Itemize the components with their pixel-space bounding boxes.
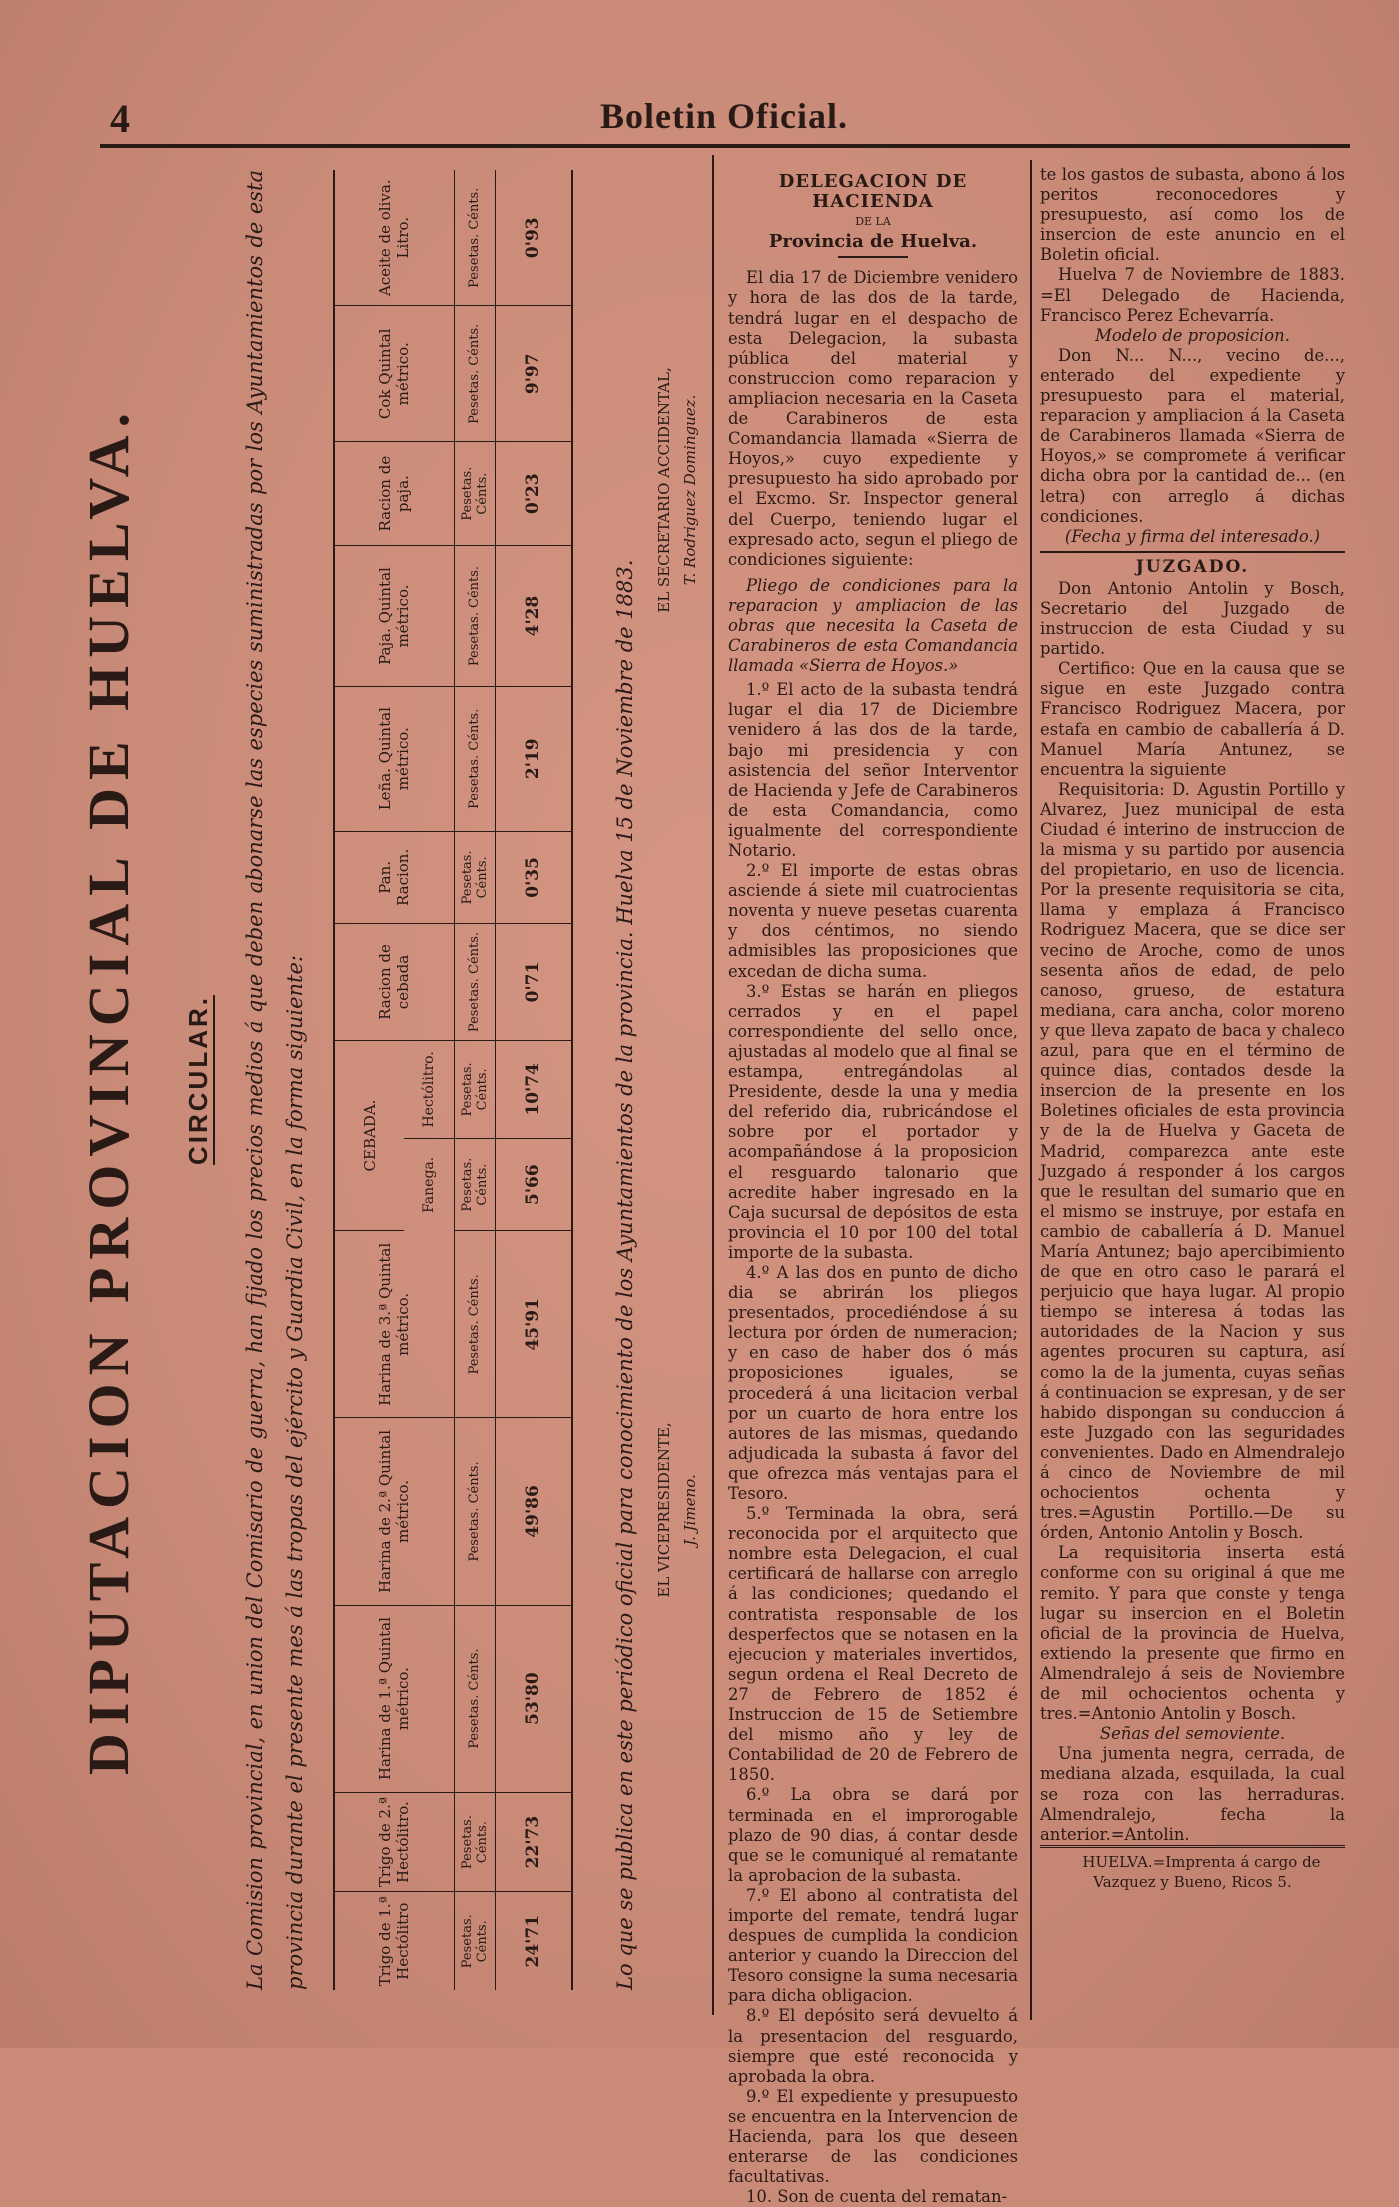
- unit-cell: Pesetas. Cénts.: [454, 170, 495, 306]
- senas-title: Señas del semoviente.: [1099, 1724, 1286, 1744]
- unit-cell: Pesetas. Cénts.: [454, 1040, 495, 1138]
- unit-cell: Pesetas. Cénts.: [454, 924, 495, 1041]
- column-divider: [1030, 160, 1032, 2020]
- paragraph: Huelva 7 de Noviembre de 1883. =El Delegado de Hacienda, Francisco Perez Echevarría.: [1040, 265, 1345, 325]
- unit-cell: Pesetas. Cénts.: [454, 546, 495, 687]
- sec-title: EL SECRETARIO ACCIDENTAL,: [655, 367, 673, 613]
- th-hectolitro: Hectólitro.: [404, 1040, 454, 1138]
- th-cok: Cok Quintal métrico.: [334, 306, 454, 442]
- imprenta-footer: HUELVA.=Imprenta á cargo de Vazquez y Bueno, Ricos 5.: [1040, 1845, 1345, 1892]
- th-aceite: Aceite de oliva. Litro.: [334, 170, 454, 306]
- price-value: 10'74: [495, 1040, 572, 1138]
- publication-notice: Lo que se publica en este periódico oficial para conocimiento de los Ayuntamientos de la provincia. Huelva 15 de Noviembre de 1883.: [613, 559, 637, 1990]
- price-value: 0'71: [495, 924, 572, 1041]
- th-trigo2: Trigo de 2.ª Hectólitro.: [334, 1792, 454, 1892]
- paragraph: 5.º Terminada la obra, será reconocida por el arquitecto que nombre esta Delegacion, el cual certificará de hallarse con arreglo á las condiciones; quedando el contratista responsable de los desperfectos que se notasen en la ejecucion y materiales invertidos, segun ordena el Real Decreto de 27 de Febrero de 1852 é Instruccion de 15 de Setiembre del mismo año y ley de Contabilidad de 20 de Febrero de 1850.: [728, 1504, 1018, 1785]
- unit-cell: Pesetas. Cénts.: [454, 1792, 495, 1892]
- unit-cell: Pesetas. Cénts.: [454, 1418, 495, 1605]
- price-value: 2'19: [495, 686, 572, 831]
- newspaper-title: Boletin Oficial.: [600, 96, 848, 136]
- price-value: 24'71: [495, 1892, 572, 1990]
- th-lena: Leña. Quintal métrico.: [334, 686, 454, 831]
- th-paja: Paja. Quintal métrico.: [334, 546, 454, 687]
- hacienda-heading-sub: DE LA: [855, 215, 891, 229]
- price-value: 49'86: [495, 1418, 572, 1605]
- paragraph: La requisitoria inserta está conforme con su original á que me remito. Y para que conste y tenga lugar su insercion en el Boletin oficial de la provincia de Huelva, extiendo la presente que firmo en Almendralejo á seis de Noviembre de mil ochocientos ochenta y tres.=Antonio Antolin y Bosch.: [1040, 1543, 1345, 1724]
- unit-cell: Pesetas. Cénts.: [454, 1231, 495, 1418]
- model-text: Don N... N..., vecino de..., enterado del expediente y presupuesto para el material, reparacion y ampliacion á la Caseta de Carabineros llamada «Sierra de Hoyos,» se compromete á verificar dicha obra por la cantidad de... (en letra) con arreglo á dichas condiciones.: [1040, 345, 1345, 526]
- circular-title: CIRCULAR.: [183, 995, 213, 1165]
- th-pan: Pan. Racion.: [334, 831, 454, 924]
- price-value: 5'66: [495, 1139, 572, 1231]
- th-racion-cebada: Racion de cebada: [334, 924, 454, 1041]
- paragraph: Requisitoria: D. Agustin Portillo y Alvarez, Juez municipal de esta Ciudad é interino de instruccion de la misma y su partido por ausencia del propietario, en uso de licencia. Por la presente requisitoria se cita, llama y emplaza á Francisco Rodriguez Macera, que se dice ser vecino de Aroche, como de unos sesenta años de edad, de pelo canoso, grueso, de estatura mediana, cara ancha, color moreno y que lleva zapato de baca y chaleco azul, para que en el término de quince dias, contados desde la insercion de la presente en los Boletines oficiales de esta provincia y de la de Huelva y Gaceta de Madrid, comparezca ante este Juzgado á responder á los cargos que le resultan del sumario que en el mismo se instruye, por estafa en cambio de caballería á D. Manuel María Antunez; bajo apercibimiento de que en otro caso le parará el perjuicio que haya lugar. Al propio tiempo se interesa á todas las autoridades de la Nacion y sus agentes procuren su captura, así como la de la jumenta, cuyas señas á continuacion se expresan, y de ser habido dispongan su conduccion á este Juzgado con las seguridades convenientes. Dado en Almendralejo á cinco de Noviembre de mil ochocientos ochenta y tres.=Agustin Portillo.—De su órden, Antonio Antolin y Bosch.: [1040, 779, 1345, 1543]
- circular-intro: La Comision provincial, en union del Comisario de guerra, han fijado los precios medios á que deben abonarse las especies suministradas por los Ayuntamientos de esta provincia durante el presente mes á las tropas del ejército y Guardia Civil, en la forma siguiente:: [243, 170, 307, 1990]
- th-harina1: Harina de 1.ª Quintal métrico.: [334, 1605, 454, 1792]
- paragraph: El dia 17 de Diciembre venidero y hora de las dos de la tarde, tendrá lugar en el despacho de esta Delegacion, la subasta pública del material y construccion como reparacion y ampliacion necesaria en la Caseta de Carabineros de esta Comandancia llamada «Sierra de Hoyos,» cuyo expediente y presupuesto ha sido aprobado por el Excmo. Sr. Inspector general del Cuerpo, teniendo lugar el expresado acto, segun el pliego de condiciones siguiente:: [728, 268, 1018, 569]
- hacienda-heading-prov: Provincia de Huelva.: [768, 231, 978, 253]
- price-value: 9'97: [495, 306, 572, 442]
- price-value: 0'93: [495, 170, 572, 306]
- unit-cell: Pesetas. Cénts.: [454, 1892, 495, 1990]
- juzgado-column: [1040, 165, 1345, 1892]
- vp-title: EL VICEPRESIDENTE,: [655, 1422, 673, 1598]
- paragraph: Don Antonio Antolin y Bosch, Secretario del Juzgado de instruccion de esta Ciudad y su partido.: [1040, 578, 1345, 659]
- circular-section: [65, 150, 735, 2020]
- price-value: 4'28: [495, 546, 572, 687]
- unit-cell: Pesetas. Cénts.: [454, 1605, 495, 1792]
- price-value: 22'73: [495, 1792, 572, 1892]
- hacienda-column: [728, 172, 1018, 2207]
- senas-text: Una jumenta negra, cerrada, de mediana alzada, esquilada, la cual se roza con las herraduras. Almendralejo, fecha la anterior.=Antolin.: [1040, 1744, 1345, 1844]
- paragraph: 6.º La obra se dará por terminada en el improrogable plazo de 90 dias, á contar desde que se le comuniqué al rematante la aprobacion de la subasta.: [728, 1785, 1018, 1885]
- secretario-signature: [655, 310, 699, 670]
- column-divider: [712, 155, 714, 2015]
- price-value: 0'23: [495, 442, 572, 546]
- th-harina2: Harina de 2.ª Quintal métrico.: [334, 1418, 454, 1605]
- vp-name: J. Jimeno.: [681, 1474, 699, 1546]
- short-rule: [838, 256, 908, 258]
- page-number: 4: [110, 96, 130, 141]
- vicepresidente-signature: [655, 1340, 699, 1680]
- paragraph: 4.º A las dos en punto de dicho dia se abrirán los pliegos presentados, procediéndose á su lectura por órden de numeracion; y en caso de haber dos ó más proposiciones iguales, se procederá á una licitacion verbal por un cuarto de hora entre los autores de las mismas, quedando adjudicada la subasta á favor del que ofrezca más ventajas para el Tesoro.: [728, 1262, 1018, 1503]
- paragraph: 7.º El abono al contratista del importe del remate, tendrá lugar despues de cumplida la condicion anterior y cuando la Direccion del Tesoro consigne la suma necesaria para dicha obligacion.: [728, 1885, 1018, 2006]
- diputacion-title: DIPUTACION PROVINCIAL DE HUELVA.: [76, 405, 141, 1776]
- unit-cell: Pesetas. Cénts.: [454, 306, 495, 442]
- paragraph: 1.º El acto de la subasta tendrá lugar el dia 17 de Diciembre venidero á las dos de la tarde, bajo mi presidencia y con asistencia del señor Interventor de Hacienda y Jefe de Carabineros de esta Comandancia, como igualmente del correspondiente Notario.: [728, 680, 1018, 860]
- th-trigo1: Trigo de 1.ª Hectólitro: [376, 1896, 413, 1987]
- pliego-title: Pliego de condiciones para la reparacion y ampliacion de las obras que necesita la Caseta de Carabineros de esta Comandancia llamada «Sierra de Hoyos.»: [728, 575, 1018, 676]
- paragraph: Certifico: Que en la causa que se sigue en este Juzgado contra Francisco Rodriguez Macera, por estafa en cambio de caballería á D. Manuel María Antunez, se encuentra la siguiente: [1040, 659, 1345, 779]
- paragraph: 3.º Estas se harán en pliegos cerrados y en el papel correspondiente del sello once, ajustadas al modelo que al final se estampa, entregándolas al Presidente, desde la una y media del referido dia, rubricándose el sobre por el portador y acompañándose á la proposicion el resguardo talonario que acredite haber ingresado en la Caja sucursal de depósitos de esta provincia el 10 por 100 del total importe de la subasta.: [728, 981, 1018, 1262]
- price-table: [333, 170, 573, 1990]
- th-fanega: Fanega.: [420, 1156, 437, 1213]
- unit-cell: Pesetas. Cénts.: [454, 442, 495, 546]
- th-cebada: CEBADA.: [334, 1040, 404, 1231]
- header-rule: [100, 144, 1350, 148]
- paragraph: 9.º El expediente y presupuesto se encuentra en la Intervencion de Hacienda, para los que deseen enterarse de las condiciones facultativas.: [728, 2086, 1018, 2187]
- model-sign: (Fecha y firma del interesado.): [1064, 526, 1321, 546]
- model-title: Modelo de proposicion.: [1095, 325, 1290, 345]
- th-racion-paja: Racion de paja.: [334, 442, 454, 546]
- paragraph: 8.º El depósito será devuelto á la presentacion del resguardo, siempre que esté reconocida y aprobada la obra.: [728, 2006, 1018, 2086]
- juzgado-heading: JUZGADO.: [1040, 551, 1345, 577]
- paragraph: 2.º El importe de estas obras asciende á siete mil cuatrocientas noventa y nueve pesetas cuarenta y dos céntimos, no siendo admisibles las proposiciones que excedan de dicha suma.: [728, 861, 1018, 981]
- sec-name: T. Rodriguez Dominguez.: [681, 394, 699, 586]
- unit-cell: Pesetas. Cénts.: [454, 1139, 495, 1231]
- paragraph: 10. Son de cuenta del rematan-: [746, 2187, 1008, 2207]
- paragraph: te los gastos de subasta, abono á los peritos reconocedores y presupuesto, así como los de insercion de este anuncio en el Boletin oficial.: [1040, 165, 1345, 265]
- unit-cell: Pesetas. Cénts.: [454, 831, 495, 924]
- hacienda-heading: DELEGACION DE HACIENDA: [778, 171, 968, 213]
- unit-cell: Pesetas. Cénts.: [454, 686, 495, 831]
- th-harina3: Harina de 3.ª Quintal métrico.: [334, 1231, 454, 1418]
- price-value: 45'91: [495, 1231, 572, 1418]
- price-value: 0'35: [495, 831, 572, 924]
- price-value: 53'80: [495, 1605, 572, 1792]
